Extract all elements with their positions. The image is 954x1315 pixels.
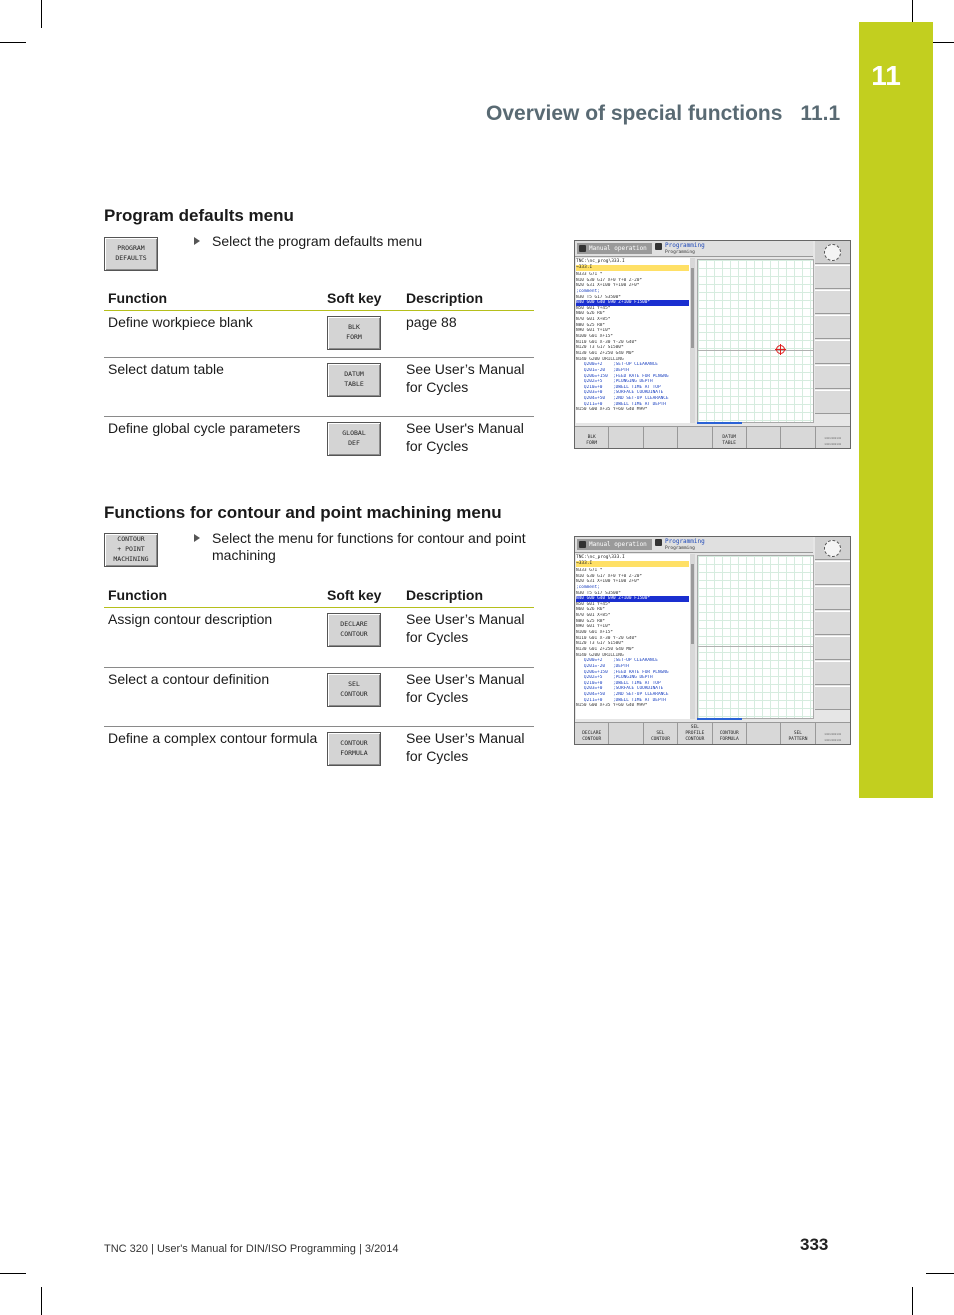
- softkey-label: CONTOUR: [582, 737, 602, 742]
- code-line: N50 G01 Y+45*: [576, 305, 611, 311]
- program-defaults-heading: Program defaults menu: [104, 206, 294, 225]
- softkey-cell: [323, 727, 402, 786]
- mode-programming: Programming Programming: [655, 538, 705, 552]
- function-cell: Select a contour definition: [104, 668, 323, 727]
- mode-programming: Programming Programming: [655, 242, 705, 256]
- code-line: N40 G00 G40 G90 Z+100 F1500*: [576, 596, 689, 602]
- code-line: N70 G01 X+85*: [576, 317, 611, 323]
- screen-softkey[interactable]: [644, 426, 678, 448]
- key-line: + POINT: [117, 545, 145, 554]
- vertical-softkey[interactable]: [815, 686, 850, 710]
- code-line: Q210=+0 ;DWELL TIME AT TOP: [576, 384, 661, 390]
- program-window: [576, 554, 691, 719]
- code-line: N60 G26 R6*: [576, 607, 606, 613]
- softkey-label: SEL: [690, 725, 699, 730]
- program-code: [576, 568, 689, 709]
- code-line: N150 G00 X+35 Y+60 G40 M99*: [576, 703, 648, 709]
- function-cell: Select datum table: [104, 358, 323, 417]
- crop-mark: [41, 1287, 42, 1315]
- crop-mark: [0, 1273, 26, 1274]
- mode-bar: [575, 241, 813, 257]
- code-line: N130 G01 Z+250 G40 M0*: [576, 350, 635, 356]
- feed-gauge-icon: [815, 241, 850, 264]
- vertical-softkey[interactable]: [815, 586, 850, 610]
- bullet-arrow-icon: [194, 237, 200, 245]
- code-line: Q210=+0 ;DWELL TIME AT TOP: [576, 680, 661, 686]
- softkey-label: CONTOUR: [685, 737, 705, 742]
- sel-contour-softkey[interactable]: SEL CONTOUR: [327, 673, 381, 707]
- screen-softkey[interactable]: [781, 426, 815, 448]
- mode-manual-operation: Manual operation: [577, 539, 652, 550]
- code-line: N90 G01 Y+10*: [576, 328, 611, 334]
- col-description: Description: [402, 287, 534, 311]
- code-line: Q200=+2 ;SET-UP CLEARANCE: [576, 362, 658, 368]
- screen-softkey[interactable]: [713, 426, 747, 448]
- screen-softkey[interactable]: [575, 426, 609, 448]
- function-cell: Define a complex contour formula: [108, 730, 318, 746]
- crop-mark: [0, 42, 26, 43]
- description-cell: See User’s Manual for Cycles: [406, 730, 525, 764]
- code-line: N40 G00 G40 G90 Z+100 F1500*: [576, 300, 689, 306]
- code-line: N150 G00 X+35 Y+60 G40 M99*: [576, 407, 648, 413]
- key-line: CONTOUR: [117, 535, 145, 544]
- mode-bar: [575, 537, 813, 553]
- vertical-softkey[interactable]: [815, 340, 850, 364]
- table-row: [104, 608, 534, 668]
- code-line: N140 G200 DRILLING: [576, 356, 624, 362]
- screen-softkey[interactable]: [609, 722, 643, 744]
- progress-indicator: [697, 422, 742, 424]
- screen-softkey[interactable]: [678, 722, 712, 744]
- code-line: N60 G26 R6*: [576, 311, 606, 317]
- col-description: Description: [402, 584, 534, 608]
- softkey-label: ▫▫▫▫▫▫▫: [824, 731, 842, 736]
- bullet-arrow-icon: [194, 534, 200, 542]
- program-file: →333.I: [576, 561, 689, 567]
- softkey-label: FORM: [586, 441, 598, 446]
- mode-manual-operation: Manual operation: [577, 243, 652, 254]
- code-line: Q211=+0 ;DWELL TIME AT DEPTH: [576, 697, 666, 703]
- axis-line: [698, 350, 813, 351]
- softkey-label: SEL: [656, 731, 665, 736]
- softkey-label: ▫▫▫▫▫▫▫: [824, 441, 842, 446]
- softkey-cell: [323, 608, 402, 668]
- screen-softkey[interactable]: [678, 426, 712, 448]
- table-header-row: [104, 287, 534, 311]
- table-row: [104, 727, 534, 786]
- description-cell: See User's Manual for Cycles: [406, 420, 524, 454]
- vertical-softkeys: [815, 241, 850, 426]
- screen-softkey[interactable]: [644, 722, 678, 744]
- softkey-cell: [323, 668, 402, 727]
- code-line: N100 G01 X+15*: [576, 334, 614, 340]
- code-line: N100 G01 X+15*: [576, 630, 614, 636]
- screen-softkey[interactable]: [713, 722, 747, 744]
- vertical-softkey[interactable]: [815, 290, 850, 314]
- code-line: N10 G30 G17 X+0 Y+0 Z-20*: [576, 277, 643, 283]
- softkey-row: [575, 722, 850, 744]
- code-line: Q203=+0 ;SURFACE COORDINATE: [576, 686, 664, 692]
- code-line: ;comment;: [576, 288, 600, 294]
- vertical-softkey[interactable]: [815, 636, 850, 660]
- axis-line: [698, 646, 813, 647]
- page-number: 333: [800, 1235, 829, 1254]
- code-line: Q202=+5 ;PLUNGING DEPTH: [576, 675, 653, 681]
- table-row: [104, 417, 534, 476]
- contour-formula-softkey[interactable]: CONTOUR FORMULA: [327, 732, 381, 766]
- code-line: Q206=+150 ;FEED RATE FOR PLNGNG: [576, 669, 669, 675]
- code-line: Q200=+2 ;SET-UP CLEARANCE: [576, 658, 658, 664]
- code-line: ;comment;: [576, 584, 600, 590]
- screen-softkey[interactable]: [816, 426, 850, 448]
- code-line: Q204=+50 ;2ND SET-UP CLEARANCE: [576, 692, 669, 698]
- code-line: N130 G01 Z+250 G40 M0*: [576, 646, 635, 652]
- chapter-tab: [859, 22, 933, 798]
- function-cell: Define workpiece blank: [104, 311, 323, 358]
- crop-mark: [41, 0, 42, 28]
- col-softkey: Soft key: [323, 584, 402, 608]
- softkey-cell: [323, 311, 402, 358]
- softkey-label: ▫▫▫▫▫▫▫: [824, 435, 842, 440]
- vertical-softkeys: [815, 537, 850, 722]
- crop-mark: [912, 0, 913, 22]
- footer-text: TNC 320 | User's Manual for DIN/ISO Programming | 3/2014: [104, 1243, 399, 1255]
- code-line: Q204=+50 ;2ND SET-UP CLEARANCE: [576, 396, 669, 402]
- code-line: Q203=+0 ;SURFACE COORDINATE: [576, 390, 664, 396]
- vertical-softkey[interactable]: [815, 265, 850, 289]
- page-header: [486, 102, 840, 126]
- softkey-cell: [323, 417, 402, 476]
- softkey-label: SEL: [793, 731, 802, 736]
- contour-point-machining-softkey[interactable]: [104, 533, 158, 567]
- softkey-label: DECLARE: [582, 731, 602, 736]
- progress-indicator: [697, 718, 742, 720]
- vertical-softkey[interactable]: [815, 390, 850, 414]
- vertical-softkey[interactable]: [815, 661, 850, 685]
- contour-instruction: Select the menu for functions for contour and point machining: [212, 530, 532, 564]
- crop-mark: [912, 1287, 913, 1315]
- code-line: Q201=-20 ;DEPTH: [576, 367, 629, 373]
- program-defaults-softkey[interactable]: [104, 237, 158, 271]
- description-cell: See User’s Manual for Cycles: [402, 608, 534, 668]
- screen-softkey[interactable]: [609, 426, 643, 448]
- contour-heading: Functions for contour and point machining menu: [104, 503, 502, 522]
- vertical-softkey[interactable]: [815, 611, 850, 635]
- screen-softkey[interactable]: [816, 722, 850, 744]
- vertical-softkey[interactable]: [815, 561, 850, 585]
- code-line: N120 T3 G17 S1500*: [576, 641, 624, 647]
- description-cell: See User’s Manual for Cycles: [402, 668, 534, 727]
- softkey-label: CONTOUR: [719, 731, 739, 736]
- table-row: [104, 668, 534, 727]
- softkey-label: TABLE: [722, 441, 736, 446]
- scrollbar[interactable]: [690, 554, 695, 719]
- code-line: N20 G31 X+100 Y+100 Z+0*: [576, 283, 640, 289]
- softkey-label: ▫▫▫▫▫▫▫: [824, 737, 842, 742]
- code-line: Q202=+5 ;PLUNGING DEPTH: [576, 379, 653, 385]
- code-line: N140 G200 DRILLING: [576, 652, 624, 658]
- program-defaults-instruction: Select the program defaults menu: [212, 233, 532, 250]
- code-line: N110 G01 X-30 Y-20 G40*: [576, 339, 637, 345]
- table-header-row: [104, 584, 534, 608]
- softkey-label: DATUM: [722, 435, 736, 440]
- code-line: N333 G71 *: [576, 272, 603, 277]
- code-line: N10 G30 G17 X+0 Y+0 Z-20*: [576, 573, 643, 579]
- vertical-softkey[interactable]: [815, 315, 850, 339]
- program-window: [576, 258, 691, 423]
- code-line: N333 G71 *: [576, 568, 603, 573]
- tnc-screenshot-contour: [574, 536, 851, 745]
- tnc-screenshot-program-defaults: [574, 240, 851, 449]
- screen-softkey[interactable]: [747, 426, 781, 448]
- col-softkey: Soft key: [323, 287, 402, 311]
- softkey-cell: [323, 358, 402, 417]
- code-line: Q201=-20 ;DEPTH: [576, 663, 629, 669]
- program-file: →333.I: [576, 265, 689, 271]
- col-function: Function: [104, 584, 323, 608]
- softkey-label: BLK: [587, 435, 596, 440]
- dial-icon: [824, 244, 841, 261]
- program-defaults-table: [104, 287, 534, 476]
- screen-softkey[interactable]: [575, 722, 609, 744]
- description-cell: page 88: [402, 311, 534, 358]
- code-line: Q211=+0 ;DWELL TIME AT DEPTH: [576, 401, 666, 407]
- code-line: N80 G25 R8*: [576, 618, 606, 624]
- col-function: Function: [104, 287, 323, 311]
- program-path: TNC:\nc_prog\333.I: [576, 259, 625, 264]
- graphics-window: [697, 555, 814, 719]
- key-line: PROGRAM: [117, 244, 145, 253]
- screen-softkey[interactable]: [747, 722, 781, 744]
- program-path: TNC:\nc_prog\333.I: [576, 555, 625, 560]
- function-cell: Define global cycle parameters: [108, 420, 301, 436]
- code-line: N70 G01 X+85*: [576, 613, 611, 619]
- chapter-number: 11: [871, 60, 901, 91]
- global-def-softkey[interactable]: GLOBAL DEF: [327, 422, 381, 456]
- scrollbar[interactable]: [690, 258, 695, 423]
- target-marker-icon: [776, 345, 785, 354]
- key-line: DEFAULTS: [115, 254, 147, 262]
- dial-icon: [824, 540, 841, 557]
- softkey-label: PROFILE: [685, 731, 705, 736]
- crop-mark: [926, 1273, 954, 1274]
- contour-table: [104, 584, 534, 786]
- softkey-label: PATTERN: [788, 737, 808, 742]
- description-cell: See User’s Manual for Cycles: [402, 358, 534, 417]
- blk-form-softkey[interactable]: BLK FORM: [327, 316, 381, 350]
- softkey-row: [575, 426, 850, 448]
- code-line: N90 G01 Y+10*: [576, 624, 611, 630]
- code-line: Q206=+150 ;FEED RATE FOR PLNGNG: [576, 373, 669, 379]
- header-section: 11.1: [800, 102, 841, 125]
- code-line: N110 G01 X-30 Y-20 G40*: [576, 635, 637, 641]
- datum-table-softkey[interactable]: DATUM TABLE: [327, 363, 381, 397]
- code-line: N30 T5 G17 S3500*: [576, 294, 621, 300]
- table-row: [104, 358, 534, 417]
- program-code: [576, 272, 689, 413]
- softkey-label: CONTOUR: [650, 737, 670, 742]
- code-line: N30 T5 G17 S3500*: [576, 590, 621, 596]
- feed-gauge-icon: [815, 537, 850, 560]
- vertical-softkey[interactable]: [815, 365, 850, 389]
- code-line: N50 G01 Y+45*: [576, 601, 611, 607]
- code-line: N80 G25 R8*: [576, 322, 606, 328]
- declare-contour-softkey[interactable]: DECLARE CONTOUR: [327, 613, 381, 647]
- code-line: N120 T3 G17 S1500*: [576, 345, 624, 351]
- graphics-window: [697, 259, 814, 423]
- key-line: MACHINING: [113, 554, 149, 563]
- table-row: [104, 311, 534, 358]
- softkey-label: FORMULA: [719, 737, 739, 742]
- header-title: Overview of special functions: [486, 102, 783, 125]
- screen-softkey[interactable]: [781, 722, 815, 744]
- code-line: N20 G31 X+100 Y+100 Z+0*: [576, 579, 640, 585]
- function-cell: Assign contour description: [104, 608, 323, 668]
